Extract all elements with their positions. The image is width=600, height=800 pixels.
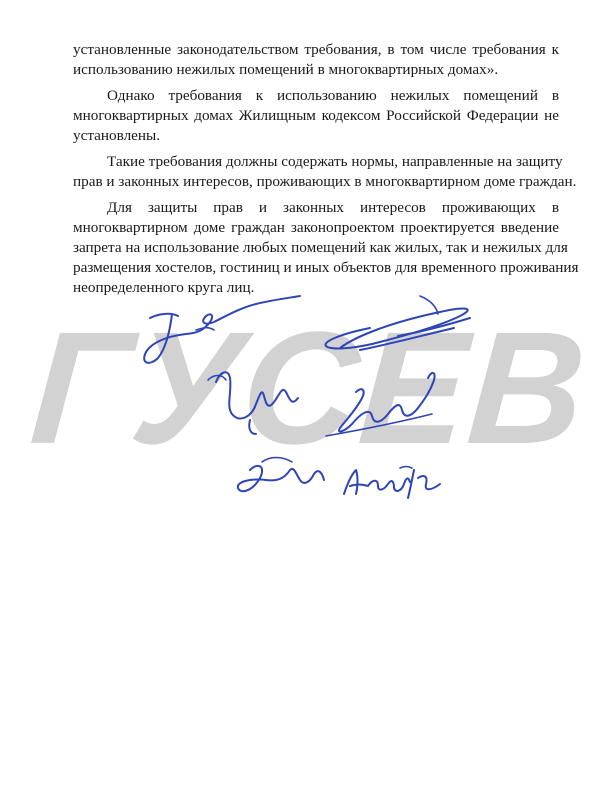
paragraph-3 [73, 152, 577, 192]
paragraph-3-line-1: Такие требования должны содержать нормы, направленные на защиту [107, 153, 563, 170]
paragraph-4-line-3: запрета на использование любых помещений как жилых, так и нежилых для [73, 239, 568, 256]
paragraph-2 [73, 86, 559, 146]
paragraph-4-line-4: размещения хостелов, гостиниц и иных объектов для временного проживания [73, 259, 579, 276]
paragraph-4-line-1: Для защиты прав и законных интересов проживающих в [107, 199, 559, 216]
paragraph-2-line-2: многоквартирных домах Жилищным кодексом Российской Федерации не [73, 107, 559, 124]
watermark-gusev: ГУСЕВ [25, 298, 593, 477]
paragraph-2-line-1: Однако требования к использованию нежилых помещений в [107, 87, 559, 104]
paragraph-1-line-2: использованию нежилых помещений в многоквартирных домах». [73, 61, 499, 78]
paragraph-3-line-2: прав и законных интересов, проживающих в многоквартирном доме граждан. [73, 173, 577, 190]
document-body [73, 40, 579, 304]
paragraph-4 [73, 198, 579, 298]
paragraph-4-line-2: многоквартирном доме граждан законопроектом проектируется введение [73, 219, 559, 236]
paragraph-4-line-5: неопределенного круга лиц. [73, 279, 255, 296]
paragraph-2-line-3: установлены. [73, 127, 161, 144]
paragraph-1 [73, 40, 559, 80]
paragraph-1-line-1: установленные законодательством требования, в том числе требования к [73, 41, 559, 58]
